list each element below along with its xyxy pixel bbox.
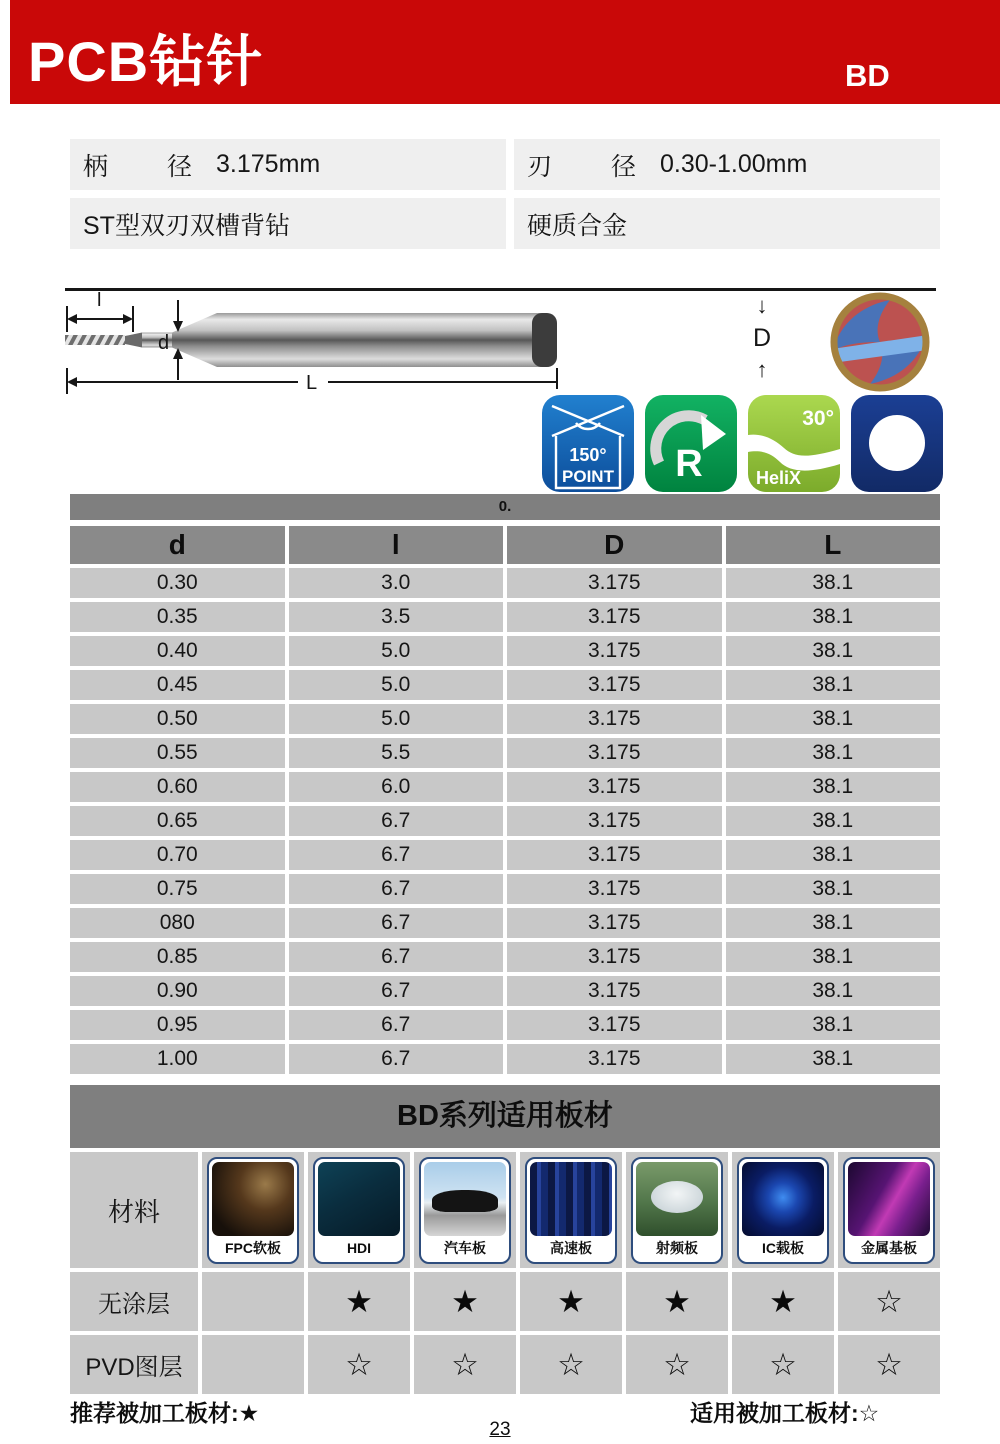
material-label: 高速板 [550, 1239, 592, 1256]
table-cell: 3.175 [507, 738, 722, 768]
table-cell: 3.175 [507, 976, 722, 1006]
table-cell: 38.1 [726, 806, 941, 836]
material-cell [202, 1152, 304, 1268]
table-row [70, 942, 940, 972]
table-cell: 6.7 [289, 908, 504, 938]
dimension-shank-diameter [744, 294, 780, 382]
point-angle-badge [542, 395, 634, 492]
spec-label: 柄 [83, 152, 109, 181]
table-cell: 38.1 [726, 976, 941, 1006]
material-cell [520, 1152, 622, 1268]
helix-label: HeliX [756, 468, 802, 488]
hollow-star-icon: ☆ [663, 1347, 691, 1382]
table-cell: 3.175 [507, 806, 722, 836]
drill-shank [217, 313, 547, 367]
material-card [525, 1157, 617, 1264]
dim-label-L: L [306, 372, 318, 394]
materials-row [70, 1152, 940, 1268]
material-card [737, 1157, 829, 1264]
size-table [70, 494, 940, 1078]
material-label: FPC软板 [225, 1239, 281, 1256]
rating-cell [838, 1272, 940, 1331]
material-cell [626, 1152, 728, 1268]
spec-value: ST型双刃双槽背钻 [83, 211, 290, 240]
table-cell: 38.1 [726, 908, 941, 938]
filled-star-icon: ★ [345, 1284, 373, 1319]
helix-badge [748, 395, 840, 492]
rating-cell [838, 1335, 940, 1394]
table-cell: 3.175 [507, 1044, 722, 1074]
legend-recommended: 推荐被加工板材:★ [70, 1400, 260, 1426]
rating-cell [308, 1272, 410, 1331]
ic-substrate-photo [742, 1162, 824, 1236]
rf-board-photo [636, 1162, 718, 1236]
board-section-title: BD系列适用板材 [70, 1085, 940, 1148]
drill-cross-section-icon [826, 292, 934, 392]
rating-row-uncoated [70, 1272, 940, 1331]
rating-row-label: 无涂层 [98, 1291, 170, 1318]
hollow-star-icon: ☆ [451, 1347, 479, 1382]
table-cell: 3.175 [507, 704, 722, 734]
automotive-board-photo [424, 1162, 506, 1236]
arrow-down-icon: ↓ [756, 293, 768, 318]
table-cell: 0.85 [70, 942, 285, 972]
table-row [70, 704, 940, 734]
drill-diagram [60, 292, 575, 397]
material-card [419, 1157, 511, 1264]
rating-row-label: PVD图层 [85, 1354, 183, 1381]
table-cell: 0.70 [70, 840, 285, 870]
circle-icon [851, 395, 943, 492]
table-cell: 0.95 [70, 1010, 285, 1040]
dimension-flute-length [67, 292, 133, 332]
table-cell: 0.55 [70, 738, 285, 768]
high-speed-board-photo [530, 1162, 612, 1236]
fpc-flex-board-photo [212, 1162, 294, 1236]
rating-label-cell [70, 1335, 198, 1394]
materials-row-label: 材料 [107, 1196, 160, 1227]
hollow-star-icon: ☆ [345, 1347, 373, 1382]
rating-cell [414, 1272, 516, 1331]
header-bar [10, 0, 1000, 104]
table-cell: 6.0 [289, 772, 504, 802]
table-cell: 5.5 [289, 738, 504, 768]
table-cell: 5.0 [289, 670, 504, 700]
table-row [70, 738, 940, 768]
arrow-up-icon: ↑ [756, 357, 768, 382]
column-header-l: l [289, 526, 504, 564]
rotation-badge [645, 395, 737, 492]
materials-row-label-cell [70, 1152, 198, 1268]
table-cell: 6.7 [289, 840, 504, 870]
table-cell: 0.35 [70, 602, 285, 632]
table-row [70, 874, 940, 904]
rotation-letter: R [675, 443, 703, 485]
table-row [70, 636, 940, 666]
material-card [313, 1157, 405, 1264]
table-row [70, 976, 940, 1006]
rating-cell [732, 1272, 834, 1331]
helix-angle: 30° [802, 407, 834, 430]
rating-cell [414, 1335, 516, 1394]
rating-cell [520, 1272, 622, 1331]
spec-blade-diameter [514, 139, 940, 190]
table-row [70, 806, 940, 836]
table-row [70, 772, 940, 802]
material-label: 射频板 [656, 1239, 698, 1256]
material-card [843, 1157, 935, 1264]
table-row [70, 670, 940, 700]
table-cell: 38.1 [726, 1010, 941, 1040]
section-divider [65, 288, 936, 291]
rating-row-pvd [70, 1335, 940, 1394]
ring-badge [851, 395, 943, 492]
rotation-arrow-icon [645, 395, 737, 492]
table-cell: 3.175 [507, 1010, 722, 1040]
material-label: IC载板 [762, 1239, 804, 1256]
point-angle-value: 150° [569, 445, 607, 465]
board-grid [70, 1152, 940, 1398]
table-cell: 38.1 [726, 772, 941, 802]
table-note-bar: 0. [70, 494, 940, 520]
table-cell: 38.1 [726, 874, 941, 904]
table-cell: 38.1 [726, 942, 941, 972]
column-header-d: d [70, 526, 285, 564]
table-cell: 6.7 [289, 806, 504, 836]
spec-value: 0.30-1.00mm [660, 150, 808, 178]
table-row [70, 1010, 940, 1040]
material-cell [838, 1152, 940, 1268]
spec-label: 刃 [527, 152, 553, 181]
table-cell: 38.1 [726, 636, 941, 666]
hdi-board-photo [318, 1162, 400, 1236]
table-cell: 3.175 [507, 670, 722, 700]
table-cell: 38.1 [726, 1044, 941, 1074]
feature-badges [542, 395, 943, 492]
spec-tool-material [514, 198, 940, 249]
table-cell: 5.0 [289, 704, 504, 734]
rating-cell [732, 1335, 834, 1394]
drill-flutes [65, 335, 125, 345]
table-cell: 0.30 [70, 568, 285, 598]
table-cell: 38.1 [726, 670, 941, 700]
hollow-star-icon: ☆ [875, 1347, 903, 1382]
spec-tool-type [70, 198, 506, 249]
rating-cell [626, 1272, 728, 1331]
table-cell: 1.00 [70, 1044, 285, 1074]
table-cell: 6.7 [289, 874, 504, 904]
table-cell: 38.1 [726, 840, 941, 870]
hollow-star-icon: ☆ [769, 1347, 797, 1382]
rating-cell [626, 1335, 728, 1394]
table-cell: 3.175 [507, 874, 722, 904]
size-table-rows [70, 568, 940, 1074]
table-cell: 080 [70, 908, 285, 938]
table-cell: 3.175 [507, 908, 722, 938]
material-label: HDI [346, 1239, 372, 1256]
table-row [70, 602, 940, 632]
material-label: 汽车板 [444, 1239, 486, 1256]
table-cell: 3.175 [507, 840, 722, 870]
rating-cell [520, 1335, 622, 1394]
spec-label: 径 [611, 152, 637, 181]
table-cell: 0.65 [70, 806, 285, 836]
point-angle-icon [542, 395, 634, 492]
material-card [207, 1157, 299, 1264]
material-cell [732, 1152, 834, 1268]
material-cell [308, 1152, 410, 1268]
dim-label-D: D [752, 324, 772, 352]
spec-value: 3.175mm [216, 150, 321, 178]
table-cell: 0.75 [70, 874, 285, 904]
column-header-L: L [726, 526, 941, 564]
table-row [70, 568, 940, 598]
column-header-D: D [507, 526, 722, 564]
material-label: 金属基板 [861, 1239, 917, 1256]
filled-star-icon: ★ [451, 1284, 479, 1319]
spec-shank-diameter [70, 139, 506, 190]
table-cell: 3.175 [507, 772, 722, 802]
rating-cell [202, 1272, 304, 1331]
hollow-star-icon: ☆ [875, 1284, 903, 1319]
table-cell: 0.45 [70, 670, 285, 700]
material-cell [414, 1152, 516, 1268]
table-row [70, 908, 940, 938]
table-row [70, 840, 940, 870]
helix-curve-icon [748, 395, 840, 492]
legend-suitable: 适用被加工板材:☆ [690, 1400, 880, 1426]
table-cell: 0.90 [70, 976, 285, 1006]
table-cell: 5.0 [289, 636, 504, 666]
dim-label-l: l [97, 292, 102, 311]
material-card [631, 1157, 723, 1264]
table-cell: 3.0 [289, 568, 504, 598]
table-cell: 0.40 [70, 636, 285, 666]
filled-star-icon: ★ [769, 1284, 797, 1319]
table-cell: 3.5 [289, 602, 504, 632]
rating-cell [308, 1335, 410, 1394]
filled-star-icon: ★ [663, 1284, 691, 1319]
table-cell: 3.175 [507, 942, 722, 972]
table-cell: 38.1 [726, 602, 941, 632]
table-cell: 38.1 [726, 704, 941, 734]
table-cell: 6.7 [289, 976, 504, 1006]
table-cell: 6.7 [289, 942, 504, 972]
drill-shank-end-cap [532, 313, 557, 367]
dimension-overall-length [67, 368, 557, 394]
series-code: BD [845, 58, 890, 93]
table-cell: 3.175 [507, 602, 722, 632]
table-cell: 3.175 [507, 568, 722, 598]
rating-label-cell [70, 1272, 198, 1331]
filled-star-icon: ★ [557, 1284, 585, 1319]
table-row [70, 1044, 940, 1074]
page-title: PCB钻针 [28, 30, 264, 93]
spec-label: 径 [167, 152, 193, 181]
drill-tip-collar [125, 333, 142, 348]
table-cell: 6.7 [289, 1044, 504, 1074]
page-number: 23 [489, 1419, 511, 1440]
point-angle-label: POINT [562, 467, 614, 486]
table-cell: 0.60 [70, 772, 285, 802]
table-cell: 6.7 [289, 1010, 504, 1040]
dim-label-d: d [158, 332, 170, 354]
spec-value: 硬质合金 [527, 211, 628, 240]
table-cell: 0.50 [70, 704, 285, 734]
rating-cell [202, 1335, 304, 1394]
size-table-header [70, 526, 940, 564]
hollow-star-icon: ☆ [557, 1347, 585, 1382]
table-cell: 38.1 [726, 568, 941, 598]
table-cell: 3.175 [507, 636, 722, 666]
metal-base-board-photo [848, 1162, 930, 1236]
spec-grid [70, 139, 940, 249]
table-cell: 38.1 [726, 738, 941, 768]
